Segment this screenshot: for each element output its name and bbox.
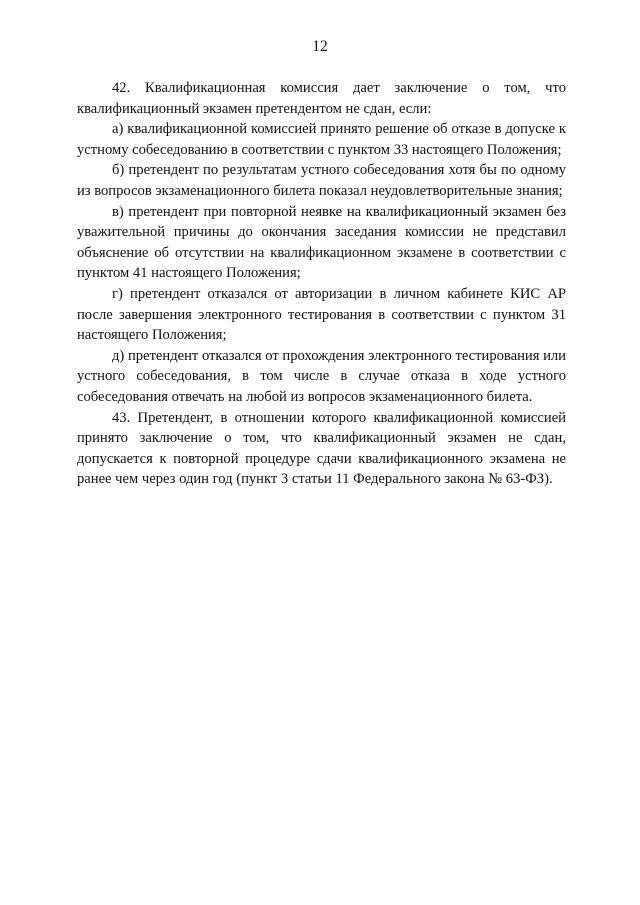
paragraph-42-item-g: г) претендент отказался от авторизации в личном кабинете КИС АР после завершения электронного тестирования в соответствии с пунктом 31 настоящего Положения; xyxy=(77,285,566,344)
document-body xyxy=(77,78,566,490)
paragraph-42-item-b: б) претендент по результатам устного собеседования хотя бы по одному из вопросов экзаменационного билета показал неудовлетворительные знания; xyxy=(77,162,566,199)
paragraph-42-item-d: д) претендент отказался от прохождения электронного тестирования или устного собеседования, в том числе в случае отказа в ходе устного собеседования отвечать на любой из вопросов экзаменационного билета. xyxy=(77,347,566,405)
page-number: 12 xyxy=(312,38,328,55)
paragraph-42-item-a: а) квалификационной комиссией принято решение об отказе в допуске к устному собеседованию в соответствии с пунктом 33 настоящего Положения; xyxy=(77,121,566,158)
paragraph-43: 43. Претендент, в отношении которого квалификационной комиссией принято заключение о том, что квалификационный экзамен не сдан, допускается к повторной процедуре сдачи квалификационного экзамена не ранее чем через один год (пункт 3 статьи 11 Федерального закона № 63-ФЗ). xyxy=(77,409,566,488)
paragraph-42: 42. Квалификационная комиссия дает заключение о том, что квалификационный экзамен претендентом не сдан, если: xyxy=(77,80,566,117)
paragraph-42-item-v: в) претендент при повторной неявке на квалификационный экзамен без уважительной причины до окончания заседания комиссии не представил объяснение об отсутствии на квалификационном экзамене в соответствии с пунктом 41 настоящего Положения; xyxy=(77,203,566,282)
